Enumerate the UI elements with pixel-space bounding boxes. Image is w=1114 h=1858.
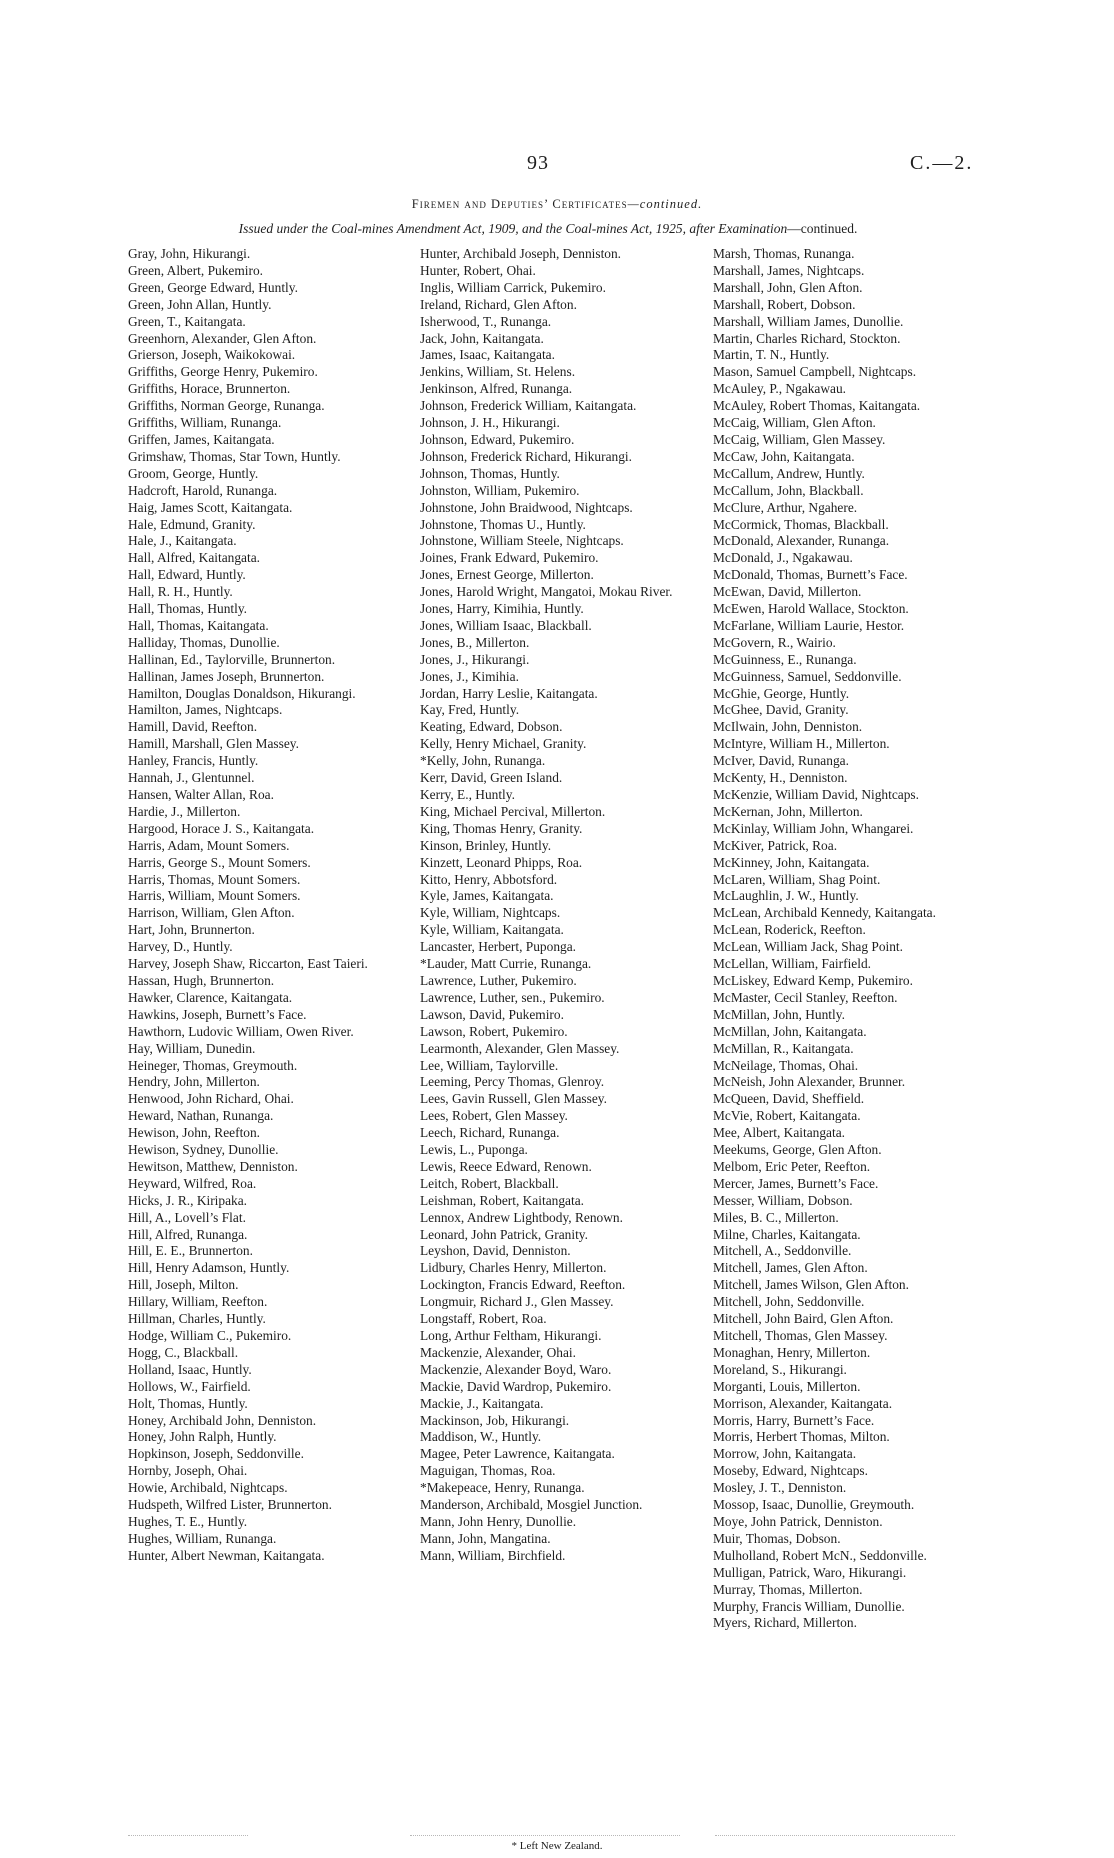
certificate-entry: Hannah, J., Glentunnel. bbox=[128, 770, 255, 786]
certificate-entry: *Lauder, Matt Currie, Runanga. bbox=[420, 956, 592, 972]
certificate-entry: Murphy, Francis William, Dunollie. bbox=[713, 1598, 905, 1614]
certificate-entry: Hogg, C., Blackball. bbox=[128, 1344, 239, 1360]
certificate-entry: McVie, Robert, Kaitangata. bbox=[713, 1108, 861, 1124]
certificate-entry: Marshall, John, Glen Afton. bbox=[713, 279, 863, 295]
certificate-entry: Harvey, D., Huntly. bbox=[128, 939, 233, 955]
certificate-entry: Mosley, J. T., Denniston. bbox=[713, 1480, 847, 1496]
certificate-entry: Hornby, Joseph, Ohai. bbox=[128, 1463, 248, 1479]
certificate-entry: Johnson, Edward, Pukemiro. bbox=[420, 431, 575, 447]
certificate-entry: McGhie, George, Huntly. bbox=[713, 685, 850, 701]
certificate-entry: Jones, J., Kimihia. bbox=[420, 668, 519, 684]
certificate-entry: Johnstone, John Braidwood, Nightcaps. bbox=[420, 499, 633, 515]
certificate-entry: Hunter, Robert, Ohai. bbox=[420, 262, 536, 278]
certificate-entry: Hamill, Marshall, Glen Massey. bbox=[128, 736, 299, 752]
certificate-entry: McDonald, Alexander, Runanga. bbox=[713, 533, 890, 549]
certificate-entry: Longmuir, Richard J., Glen Massey. bbox=[420, 1294, 614, 1310]
certificate-entry: Mann, William, Birchfield. bbox=[420, 1547, 566, 1563]
certificate-entry: Hay, William, Dunedin. bbox=[128, 1040, 256, 1056]
certificate-entry: Lee, William, Taylorville. bbox=[420, 1057, 559, 1073]
certificate-entry: Kelly, Henry Michael, Granity. bbox=[420, 736, 587, 752]
certificate-entry: Leech, Richard, Runanga. bbox=[420, 1125, 560, 1141]
certificate-entry: McEwen, Harold Wallace, Stockton. bbox=[713, 601, 909, 617]
certificate-entry: Mann, John Henry, Dunollie. bbox=[420, 1513, 577, 1529]
certificate-entry: Hardie, J., Millerton. bbox=[128, 803, 241, 819]
certificate-entry: Maguigan, Thomas, Roa. bbox=[420, 1463, 556, 1479]
certificate-entry: Hawker, Clarence, Kaitangata. bbox=[128, 989, 293, 1005]
certificate-entry: Halliday, Thomas, Dunollie. bbox=[128, 634, 280, 650]
certificate-entry: Lawrence, Luther, Pukemiro. bbox=[420, 972, 577, 988]
certificate-entry: Mackie, J., Kaitangata. bbox=[420, 1395, 544, 1411]
certificate-entry: McEwan, David, Millerton. bbox=[713, 584, 862, 600]
certificate-entry: McGhee, David, Granity. bbox=[713, 702, 849, 718]
bottom-rule-left bbox=[128, 1835, 248, 1836]
certificate-entry: Griffen, James, Kaitangata. bbox=[128, 431, 275, 447]
certificate-entry: Harrison, William, Glen Afton. bbox=[128, 905, 295, 921]
certificate-entry: Hall, R. H., Huntly. bbox=[128, 584, 233, 600]
certificate-entry: McKinney, John, Kaitangata. bbox=[713, 854, 870, 870]
certificate-entry: Johnston, William, Pukemiro. bbox=[420, 482, 580, 498]
certificate-entry: McKenty, H., Denniston. bbox=[713, 770, 848, 786]
certificate-entry: Hamilton, Douglas Donaldson, Hikurangi. bbox=[128, 685, 356, 701]
certificate-entry: McGuinness, Samuel, Seddonville. bbox=[713, 668, 902, 684]
certificate-entry: Mitchell, Thomas, Glen Massey. bbox=[713, 1328, 888, 1343]
certificate-entry: McGuinness, E., Runanga. bbox=[713, 651, 857, 667]
certificate-entry: Mossop, Isaac, Dunollie, Greymouth. bbox=[713, 1497, 915, 1513]
certificate-entry: Mitchell, James, Glen Afton. bbox=[713, 1260, 868, 1276]
certificate-entry: Hall, Thomas, Huntly. bbox=[128, 601, 248, 617]
certificate-entry: Kinson, Brinley, Huntly. bbox=[420, 837, 552, 853]
certificate-entry: Leishman, Robert, Kaitangata. bbox=[420, 1192, 584, 1208]
column-3 bbox=[713, 246, 975, 1632]
certificate-entry: Mann, John, Mangatina. bbox=[420, 1530, 551, 1546]
certificate-entry: Hamill, David, Reefton. bbox=[128, 719, 258, 735]
certificate-entry: McLean, Archibald Kennedy, Kaitangata. bbox=[713, 905, 936, 921]
certificate-entry: Hall, Alfred, Kaitangata. bbox=[128, 550, 260, 566]
certificate-entry: McCaw, John, Kaitangata. bbox=[713, 448, 855, 464]
certificate-entry: Johnson, Frederick Richard, Hikurangi. bbox=[420, 448, 632, 464]
certificate-entry: Morrow, John, Kaitangata. bbox=[713, 1446, 857, 1462]
certificate-entry: Hale, J., Kaitangata. bbox=[128, 533, 237, 549]
certificate-entry: Melbom, Eric Peter, Reefton. bbox=[713, 1158, 871, 1174]
certificate-entry: Martin, Charles Richard, Stockton. bbox=[713, 330, 901, 346]
certificate-entry: McQueen, David, Sheffield. bbox=[713, 1091, 865, 1107]
certificate-entry: Griffiths, Horace, Brunnerton. bbox=[128, 381, 291, 397]
section-title-main: Firemen and Deputies’ Certificates bbox=[411, 197, 628, 211]
certificate-entry: Greenhorn, Alexander, Glen Afton. bbox=[128, 330, 317, 346]
certificate-entry: Messer, William, Dobson. bbox=[713, 1192, 853, 1208]
certificate-entry: Hallinan, Ed., Taylorville, Brunnerton. bbox=[128, 651, 336, 667]
certificate-entry: Moye, John Patrick, Denniston. bbox=[713, 1513, 883, 1529]
certificate-entry: Jenkins, William, St. Helens. bbox=[420, 364, 576, 380]
certificate-entry: Kyle, James, Kaitangata. bbox=[420, 888, 554, 904]
certificate-entry: McDonald, Thomas, Burnett’s Face. bbox=[713, 567, 908, 583]
bottom-rule-middle bbox=[410, 1835, 680, 1836]
certificate-entry: Mackinson, Job, Hikurangi. bbox=[420, 1412, 570, 1428]
certificate-entry: McCallum, Andrew, Huntly. bbox=[713, 465, 865, 481]
certificate-entry: Johnson, J. H., Hikurangi. bbox=[420, 415, 560, 431]
certificate-entry: Moreland, S., Hikurangi. bbox=[713, 1361, 847, 1377]
certificate-entry: Manderson, Archibald, Mosgiel Junction. bbox=[420, 1497, 643, 1513]
certificate-entry: Inglis, William Carrick, Pukemiro. bbox=[420, 279, 606, 295]
certificate-entry: McKinlay, William John, Whangarei. bbox=[713, 820, 914, 836]
certificate-entry: Myers, Richard, Millerton. bbox=[713, 1615, 857, 1631]
certificate-entry: *Makepeace, Henry, Runanga. bbox=[420, 1480, 585, 1496]
certificate-entry: Green, Albert, Pukemiro. bbox=[128, 262, 263, 278]
bottom-rule-right bbox=[715, 1835, 955, 1836]
certificate-entry: Meekums, George, Glen Afton. bbox=[713, 1142, 882, 1158]
certificate-entry: McFarlane, William Laurie, Hestor. bbox=[713, 617, 905, 633]
column-2 bbox=[420, 246, 678, 1565]
certificate-entry: Lennox, Andrew Lightbody, Renown. bbox=[420, 1209, 623, 1225]
certificate-entry: McIntyre, William H., Millerton. bbox=[713, 736, 890, 752]
certificate-entry: Mitchell, A., Seddonville. bbox=[713, 1243, 852, 1259]
certificate-entry: Morris, Herbert Thomas, Milton. bbox=[713, 1429, 890, 1445]
certificate-entry: Kitto, Henry, Abbotsford. bbox=[420, 871, 558, 887]
certificate-entry: Hallinan, James Joseph, Brunnerton. bbox=[128, 668, 325, 684]
certificate-entry: Leitch, Robert, Blackball. bbox=[420, 1175, 559, 1191]
certificate-entry: Hamilton, James, Nightcaps. bbox=[128, 702, 283, 718]
certificate-entry: Jones, Harold Wright, Mangatoi, Mokau River. bbox=[420, 584, 673, 600]
certificate-entry: Ireland, Richard, Glen Afton. bbox=[420, 296, 577, 312]
certificate-entry: Lockington, Francis Edward, Reefton. bbox=[420, 1277, 626, 1293]
certificate-entry: McIlwain, John, Denniston. bbox=[713, 719, 863, 735]
certificate-entry: Leyshon, David, Denniston. bbox=[420, 1243, 571, 1259]
certificate-entry: King, Michael Percival, Millerton. bbox=[420, 803, 606, 819]
subtitle-text: Issued under the Coal-mines Amendment Act, 1909, and the Coal-mines Act, 1925, after Examination bbox=[238, 221, 788, 236]
certificate-entry: Henwood, John Richard, Ohai. bbox=[128, 1091, 294, 1107]
certificate-entry: Hewitson, Matthew, Denniston. bbox=[128, 1158, 298, 1174]
certificate-entry: McMillan, John, Kaitangata. bbox=[713, 1023, 867, 1039]
certificate-entry: Jones, J., Hikurangi. bbox=[420, 651, 530, 667]
section-subtitle bbox=[133, 221, 963, 237]
certificate-entry: Hawkins, Joseph, Burnett’s Face. bbox=[128, 1006, 307, 1022]
certificate-entry: Morris, Harry, Burnett’s Face. bbox=[713, 1412, 875, 1428]
certificate-entry: McLaughlin, J. W., Huntly. bbox=[713, 888, 859, 904]
certificate-entry: Hadcroft, Harold, Runanga. bbox=[128, 482, 278, 498]
certificate-entry: Mason, Samuel Campbell, Nightcaps. bbox=[713, 364, 917, 380]
certificate-entry: Lewis, Reece Edward, Renown. bbox=[420, 1158, 592, 1174]
certificate-entry: Johnson, Thomas, Huntly. bbox=[420, 465, 560, 481]
certificate-entry: Lewis, L., Puponga. bbox=[420, 1142, 528, 1158]
certificate-entry: Kerry, E., Huntly. bbox=[420, 787, 515, 802]
certificate-entry: Hughes, William, Runanga. bbox=[128, 1530, 277, 1546]
certificate-entry: Hendry, John, Millerton. bbox=[128, 1074, 260, 1090]
certificate-entry: Hargood, Horace J. S., Kaitangata. bbox=[128, 820, 315, 836]
certificate-entry: Hewison, Sydney, Dunollie. bbox=[128, 1142, 279, 1158]
certificate-entry: McCormick, Thomas, Blackball. bbox=[713, 516, 889, 532]
certificate-entry: McNeilage, Thomas, Ohai. bbox=[713, 1057, 859, 1073]
document-code: C.—2. bbox=[910, 152, 974, 174]
certificate-entry: Jones, Ernest George, Millerton. bbox=[420, 567, 594, 583]
certificate-entry: Mercer, James, Burnett’s Face. bbox=[713, 1175, 879, 1191]
certificate-entry: Marshall, Robert, Dobson. bbox=[713, 296, 856, 312]
certificate-entry: Milne, Charles, Kaitangata. bbox=[713, 1226, 861, 1242]
certificate-entry: Griffiths, George Henry, Pukemiro. bbox=[128, 364, 318, 380]
page-number: 93 bbox=[527, 152, 549, 174]
certificate-entry: Hodge, William C., Pukemiro. bbox=[128, 1328, 292, 1343]
certificate-entry: Mulholland, Robert McN., Seddonville. bbox=[713, 1547, 927, 1563]
certificate-entry: Harris, Adam, Mount Somers. bbox=[128, 837, 290, 853]
certificate-entry: King, Thomas Henry, Granity. bbox=[420, 820, 583, 836]
certificate-entry: Hunter, Albert Newman, Kaitangata. bbox=[128, 1547, 325, 1563]
certificate-entry: Kinzett, Leonard Phipps, Roa. bbox=[420, 854, 583, 870]
certificate-entry: Hill, Henry Adamson, Huntly. bbox=[128, 1260, 290, 1276]
certificate-entry: Lawrence, Luther, sen., Pukemiro. bbox=[420, 989, 605, 1005]
certificate-entry: Groom, George, Huntly. bbox=[128, 465, 259, 481]
certificate-entry: Hunter, Archibald Joseph, Denniston. bbox=[420, 246, 622, 261]
certificate-entry: Holland, Isaac, Huntly. bbox=[128, 1361, 252, 1377]
certificate-entry: Mulligan, Patrick, Waro, Hikurangi. bbox=[713, 1564, 907, 1580]
column-1 bbox=[128, 246, 388, 1565]
section-title-continued: —continued. bbox=[627, 197, 703, 211]
certificate-entry: McLellan, William, Fairfield. bbox=[713, 956, 871, 972]
certificate-entry: McMaster, Cecil Stanley, Reefton. bbox=[713, 989, 898, 1005]
certificate-entry: McCaig, William, Glen Afton. bbox=[713, 415, 876, 431]
certificate-entry: Longstaff, Robert, Roa. bbox=[420, 1311, 547, 1327]
certificate-entry: McMillan, John, Huntly. bbox=[713, 1006, 845, 1022]
certificate-entry: Harris, William, Mount Somers. bbox=[128, 888, 301, 904]
certificate-entry: Hanley, Francis, Huntly. bbox=[128, 753, 259, 769]
certificate-entry: McClure, Arthur, Ngahere. bbox=[713, 499, 858, 515]
certificate-entry: Johnson, Frederick William, Kaitangata. bbox=[420, 398, 637, 414]
certificate-entry: Mackenzie, Alexander, Ohai. bbox=[420, 1344, 576, 1360]
certificate-entry: Marsh, Thomas, Runanga. bbox=[713, 246, 855, 261]
certificate-entry: Mitchell, John, Seddonville. bbox=[713, 1294, 865, 1310]
certificate-entry: Lancaster, Herbert, Puponga. bbox=[420, 939, 576, 955]
section-title bbox=[0, 197, 1114, 212]
certificate-entry: Hudspeth, Wilfred Lister, Brunnerton. bbox=[128, 1497, 332, 1513]
certificate-entry: Lawson, Robert, Pukemiro. bbox=[420, 1023, 568, 1039]
certificate-entry: Hart, John, Brunnerton. bbox=[128, 922, 255, 938]
certificate-entry: Hall, Thomas, Kaitangata. bbox=[128, 617, 269, 633]
certificate-entry: Heward, Nathan, Runanga. bbox=[128, 1108, 274, 1124]
certificate-entry: Maddison, W., Huntly. bbox=[420, 1429, 542, 1445]
certificate-entry: Harris, Thomas, Mount Somers. bbox=[128, 871, 301, 887]
certificate-entry: Joines, Frank Edward, Pukemiro. bbox=[420, 550, 599, 566]
certificate-entry: Lawson, David, Pukemiro. bbox=[420, 1006, 564, 1022]
certificate-entry: Kyle, William, Kaitangata. bbox=[420, 922, 564, 938]
certificate-entry: Griffiths, William, Runanga. bbox=[128, 415, 282, 431]
certificate-entry: McLiskey, Edward Kemp, Pukemiro. bbox=[713, 972, 913, 988]
certificate-entry: Mackenzie, Alexander Boyd, Waro. bbox=[420, 1361, 612, 1377]
certificate-entry: Harris, George S., Mount Somers. bbox=[128, 854, 311, 870]
certificate-entry: Isherwood, T., Runanga. bbox=[420, 313, 552, 329]
certificate-entry: Hawthorn, Ludovic William, Owen River. bbox=[128, 1023, 354, 1039]
certificate-entry: Hillman, Charles, Huntly. bbox=[128, 1311, 266, 1327]
certificate-entry: Jones, William Isaac, Blackball. bbox=[420, 617, 592, 633]
certificate-entry: McKiver, Patrick, Roa. bbox=[713, 837, 838, 853]
certificate-entry: Keating, Edward, Dobson. bbox=[420, 719, 563, 735]
certificate-entry: Grimshaw, Thomas, Star Town, Huntly. bbox=[128, 448, 341, 464]
certificate-entry: Grierson, Joseph, Waikokowai. bbox=[128, 347, 296, 363]
certificate-entry: Lidbury, Charles Henry, Millerton. bbox=[420, 1260, 607, 1276]
certificate-entry: Howie, Archibald, Nightcaps. bbox=[128, 1480, 288, 1496]
certificate-entry: Hollows, W., Fairfield. bbox=[128, 1378, 251, 1394]
certificate-entry: Miles, B. C., Millerton. bbox=[713, 1209, 839, 1225]
certificate-entry: McMillan, R., Kaitangata. bbox=[713, 1040, 854, 1056]
certificate-entry: James, Isaac, Kaitangata. bbox=[420, 347, 555, 363]
certificate-entry: Hopkinson, Joseph, Seddonville. bbox=[128, 1446, 304, 1462]
certificate-entry: McLean, Roderick, Reefton. bbox=[713, 922, 866, 938]
certificate-entry: Learmonth, Alexander, Glen Massey. bbox=[420, 1040, 620, 1056]
certificate-entry: McIver, David, Runanga. bbox=[713, 753, 849, 769]
certificate-entry: Haig, James Scott, Kaitangata. bbox=[128, 499, 293, 515]
certificate-entry: Hall, Edward, Huntly. bbox=[128, 567, 246, 583]
certificate-entry: McGovern, R., Wairio. bbox=[713, 634, 836, 650]
certificate-entry: McNeish, John Alexander, Brunner. bbox=[713, 1074, 906, 1090]
certificate-entry: Kyle, William, Nightcaps. bbox=[420, 905, 561, 921]
certificate-entry: Hill, A., Lovell’s Flat. bbox=[128, 1209, 246, 1225]
certificate-entry: Hewison, John, Reefton. bbox=[128, 1125, 261, 1141]
certificate-entry: Morrison, Alexander, Kaitangata. bbox=[713, 1395, 893, 1411]
certificate-entry: Leonard, John Patrick, Granity. bbox=[420, 1226, 588, 1242]
certificate-entry: Hughes, T. E., Huntly. bbox=[128, 1513, 248, 1529]
certificate-entry: Honey, John Ralph, Huntly. bbox=[128, 1429, 277, 1445]
subtitle-continued: —continued. bbox=[787, 221, 858, 236]
certificate-entry: Moseby, Edward, Nightcaps. bbox=[713, 1463, 868, 1479]
certificate-entry: McKenzie, William David, Nightcaps. bbox=[713, 787, 919, 802]
certificate-entry: Hicks, J. R., Kiripaka. bbox=[128, 1192, 248, 1208]
certificate-entry: Lees, Gavin Russell, Glen Massey. bbox=[420, 1091, 607, 1107]
certificate-entry: Hill, Alfred, Runanga. bbox=[128, 1226, 248, 1242]
certificate-entry: Martin, T. N., Huntly. bbox=[713, 347, 830, 363]
certificate-entry: Hill, E. E., Brunnerton. bbox=[128, 1243, 253, 1259]
certificate-entry: Jordan, Harry Leslie, Kaitangata. bbox=[420, 685, 598, 701]
certificate-entry: Muir, Thomas, Dobson. bbox=[713, 1530, 841, 1546]
certificate-entry: Marshall, James, Nightcaps. bbox=[713, 262, 865, 278]
certificate-entry: McCaig, William, Glen Massey. bbox=[713, 431, 886, 447]
certificate-entry: Harvey, Joseph Shaw, Riccarton, East Taieri. bbox=[128, 956, 368, 972]
certificate-entry: Hillary, William, Reefton. bbox=[128, 1294, 268, 1310]
certificate-entry: Jones, B., Millerton. bbox=[420, 634, 530, 650]
certificate-entry: Morganti, Louis, Millerton. bbox=[713, 1378, 861, 1394]
certificate-entry: Jones, Harry, Kimihia, Huntly. bbox=[420, 601, 584, 617]
certificate-entry: Lees, Robert, Glen Massey. bbox=[420, 1108, 568, 1124]
certificate-entry: McLaren, William, Shag Point. bbox=[713, 871, 881, 887]
certificate-entry: *Kelly, John, Runanga. bbox=[420, 753, 546, 769]
certificate-entry: Mee, Albert, Kaitangata. bbox=[713, 1125, 845, 1141]
certificate-entry: Heyward, Wilfred, Roa. bbox=[128, 1175, 257, 1191]
certificate-entry: McAuley, Robert Thomas, Kaitangata. bbox=[713, 398, 921, 414]
certificate-entry: Hassan, Hugh, Brunnerton. bbox=[128, 972, 275, 988]
certificate-entry: Green, George Edward, Huntly. bbox=[128, 279, 298, 295]
certificate-entry: Hill, Joseph, Milton. bbox=[128, 1277, 239, 1293]
certificate-entry: Johnstone, Thomas U., Huntly. bbox=[420, 516, 586, 532]
certificate-entry: Jack, John, Kaitangata. bbox=[420, 330, 544, 346]
certificate-entry: Hale, Edmund, Granity. bbox=[128, 516, 256, 532]
certificate-entry: Gray, John, Hikurangi. bbox=[128, 246, 251, 261]
certificate-entry: Long, Arthur Feltham, Hikurangi. bbox=[420, 1328, 602, 1343]
certificate-entry: McCallum, John, Blackball. bbox=[713, 482, 864, 498]
certificate-entry: McDonald, J., Ngakawau. bbox=[713, 550, 853, 566]
certificate-entry: Magee, Peter Lawrence, Kaitangata. bbox=[420, 1446, 615, 1462]
certificate-entry: Heineger, Thomas, Greymouth. bbox=[128, 1057, 298, 1073]
footnote: * Left New Zealand. bbox=[511, 1840, 603, 1852]
certificate-entry: Holt, Thomas, Huntly. bbox=[128, 1395, 248, 1411]
certificate-entry: Kay, Fred, Huntly. bbox=[420, 702, 520, 718]
certificate-entry: Johnstone, William Steele, Nightcaps. bbox=[420, 533, 624, 549]
certificate-entry: Hansen, Walter Allan, Roa. bbox=[128, 787, 274, 802]
certificate-entry: Green, T., Kaitangata. bbox=[128, 313, 246, 329]
certificate-entry: Leeming, Percy Thomas, Glenroy. bbox=[420, 1074, 605, 1090]
certificate-entry: McKernan, John, Millerton. bbox=[713, 803, 863, 819]
certificate-entry: Kerr, David, Green Island. bbox=[420, 770, 563, 786]
certificate-entry: Mitchell, John Baird, Glen Afton. bbox=[713, 1311, 894, 1327]
certificate-entry: Mackie, David Wardrop, Pukemiro. bbox=[420, 1378, 612, 1394]
certificate-entry: Honey, Archibald John, Denniston. bbox=[128, 1412, 317, 1428]
certificate-entry: Jenkinson, Alfred, Runanga. bbox=[420, 381, 573, 397]
certificate-entry: Murray, Thomas, Millerton. bbox=[713, 1581, 863, 1597]
certificate-entry: Marshall, William James, Dunollie. bbox=[713, 313, 904, 329]
certificate-entry: Griffiths, Norman George, Runanga. bbox=[128, 398, 325, 414]
certificate-entry: Mitchell, James Wilson, Glen Afton. bbox=[713, 1277, 909, 1293]
certificate-entry: Monaghan, Henry, Millerton. bbox=[713, 1344, 871, 1360]
certificate-entry: McAuley, P., Ngakawau. bbox=[713, 381, 847, 397]
certificate-entry: Green, John Allan, Huntly. bbox=[128, 296, 272, 312]
certificate-entry: McLean, William Jack, Shag Point. bbox=[713, 939, 903, 955]
